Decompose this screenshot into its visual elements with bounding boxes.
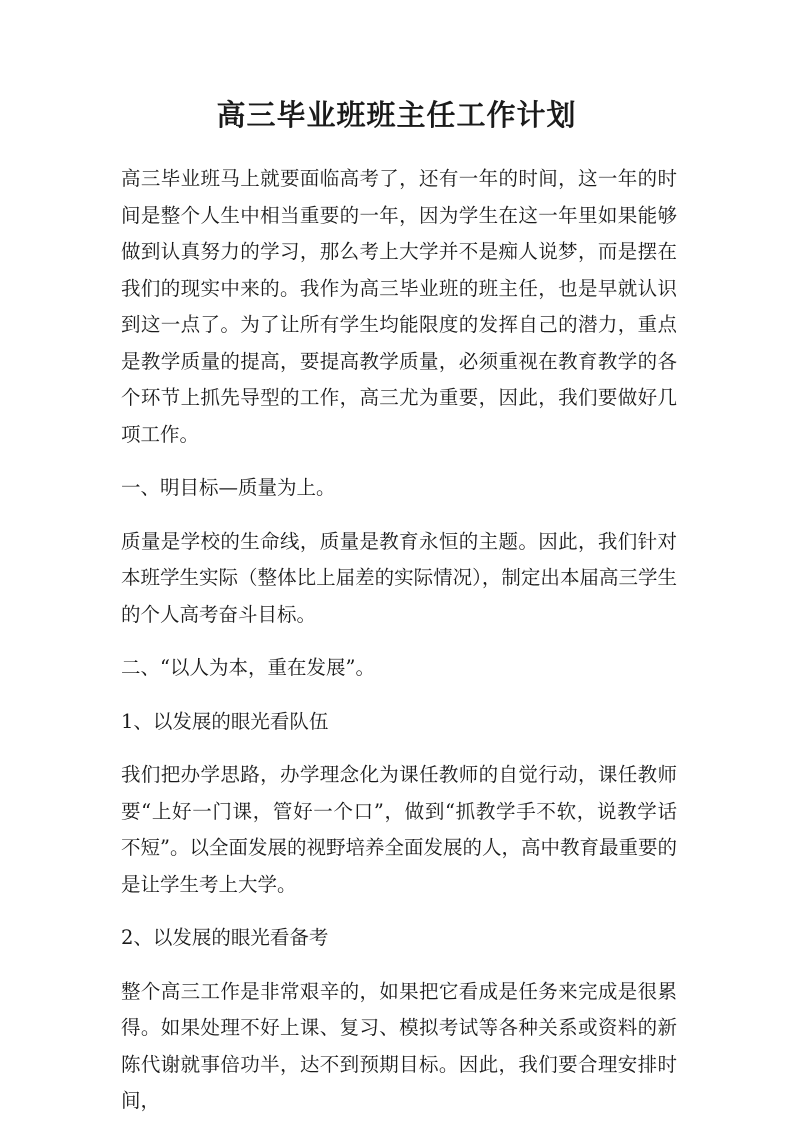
- paragraph-quality: 质量是学校的生命线，质量是教育永恒的主题。因此，我们针对本班学生实际（整体比上届差的实际情况），制定出本届高三学生的个人高考奋斗目标。: [121, 529, 677, 626]
- paragraph-team: 我们把办学思路，办学理念化为课任教师的自觉行动，课任教师要“上好一门课，管好一个口”，做到“抓教学手不软，说教学话不短”。以全面发展的视野培养全面发展的人，高中教育最重要的是让学生考上大学。: [121, 763, 677, 896]
- section-heading-2: 二、“以人为本，重在发展”。: [121, 656, 375, 679]
- document-body: [121, 161, 677, 1137]
- subsection-heading-2: 2、以发展的眼光看备考: [121, 926, 329, 949]
- document-title: 高三毕业班班主任工作计划: [216, 98, 577, 132]
- section-heading-1: 一、明目标—质量为上。: [121, 476, 336, 499]
- paragraph-exam-prep: 整个高三工作是非常艰辛的，如果把它看成是任务来完成是很累得。如果处理不好上课、复习、模拟考试等各种关系或资料的新陈代谢就事倍功半，达不到预期目标。因此，我们要合理安排时间，: [121, 979, 677, 1112]
- subsection-heading-1: 1、以发展的眼光看队伍: [121, 709, 329, 733]
- paragraph-intro: 高三毕业班马上就要面临高考了，还有一年的时间，这一年的时间是整个人生中相当重要的一年，因为学生在这一年里如果能够做到认真努力的学习，那么考上大学并不是痴人说梦，而是摆在我们的现实中来的。我作为高三毕业班的班主任，也是早就认识到这一点了。为了让所有学生均能限度的发挥自己的潜力，重点是教学质量的提高，要提高教学质量，必须重视在教育教学的各个环节上抓先导型的工作，高三尤为重要，因此，我们要做好几项工作。: [121, 167, 677, 446]
